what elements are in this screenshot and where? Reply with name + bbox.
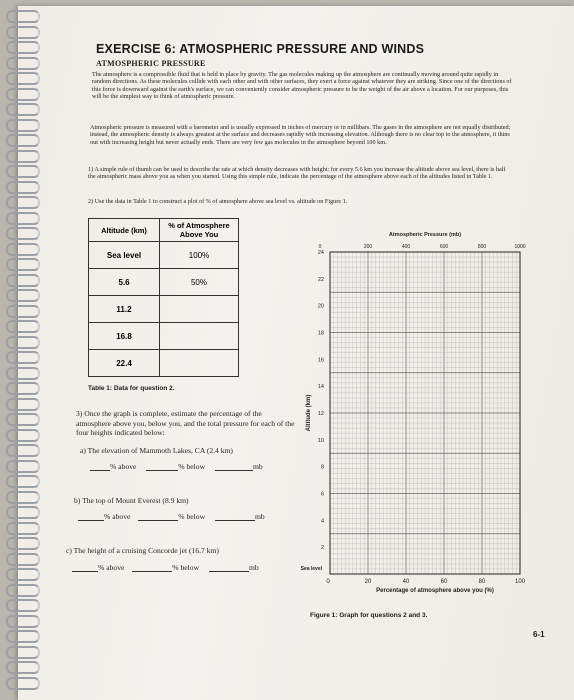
cell-percent[interactable] [160,350,239,377]
pressure-tick-label: 600 [439,244,449,250]
page-number: 6-1 [533,630,545,639]
paragraph-intro: The atmosphere is a compressible fluid that is held in place by gravity. The gas molecules making up the atmosphere are continually moving around quite rapidly in random directions. As these molecules collide with each other and with other surfaces, they exert a force against whatever they are striking. Since one of the directions of this force is downward against the earth's surface, we can conveniently consider atmospheric pressure to be the weight of the air above a location. For our purposes, this will be the simplest way to think of atmospheric pressure. [92,71,512,101]
part-b-below-blank[interactable] [138,520,178,521]
binding-coil [6,615,40,628]
header-percent: % of Atmosphere Above You [160,219,239,242]
y-tick-label: 6 [320,491,324,498]
binding-coil [6,320,40,333]
pressure-tick-label: 0 [318,244,322,250]
y-tick-label: 8 [320,464,324,471]
part-a-label: a) The elevation of Mammoth Lakes, CA (2.4 km) [80,446,233,455]
graph-grid [330,252,520,574]
binding-coil [6,568,40,581]
binding-coil [6,88,40,101]
cell-percent[interactable]: 50% [160,269,239,296]
header-altitude: Altitude (km) [89,219,160,242]
cell-altitude: 5.6 [89,269,160,296]
part-b-unit: mb [254,512,265,521]
part-b-label: b) The top of Mount Everest (8.9 km) [74,496,189,505]
binding-coil [6,150,40,163]
binding-coil [6,289,40,302]
part-a-below-blank[interactable] [146,470,178,471]
part-c-unit: mb [248,563,259,572]
y-tick-label: 20 [317,303,324,310]
binding-coil [6,26,40,39]
binding-coil [6,677,40,690]
figure-1-graph [290,222,554,614]
part-c-above-blank[interactable] [72,571,98,572]
binding-coil [6,444,40,457]
binding-coil [6,57,40,70]
part-b-below-label: % below [178,512,206,521]
binding-coil [6,351,40,364]
cell-percent[interactable] [160,323,239,350]
x-tick-label: 100 [514,579,526,585]
y-tick-label: 2 [320,545,324,552]
table-row [89,323,239,350]
binding-coil [6,553,40,566]
binding-coil [6,243,40,256]
y-tick-label: 24 [317,250,324,256]
part-b-above-blank[interactable] [78,520,104,521]
binding-coil [6,584,40,597]
part-a-answers [90,462,263,471]
x-tick-label: 80 [478,579,486,585]
cell-altitude: 11.2 [89,296,160,323]
part-c-above-label: % above [98,563,125,572]
binding-coil [6,165,40,178]
binding-coil [6,661,40,674]
binding-coil [6,72,40,85]
binding-coil [6,134,40,147]
cell-percent[interactable]: 100% [160,242,239,269]
x-tick-label: 0 [326,579,330,585]
y-tick-label: Sea level [300,566,322,572]
pressure-tick-label: 800 [477,244,487,250]
part-a-pressure-blank[interactable] [215,470,253,471]
cell-altitude: Sea level [89,242,160,269]
binding-coil [6,413,40,426]
binding-coil [6,460,40,473]
part-a-below-label: % below [178,462,206,471]
part-b-above-label: % above [104,512,131,521]
exercise-title: EXERCISE 6: ATMOSPHERIC PRESSURE AND WINDS [96,42,425,56]
paragraph-measurement: Atmospheric pressure is measured with a barometer and is usually expressed in inches of mercury or in millibars. The gases in the atmosphere are not equally distributed; instead, the atmospheric density is always greatest at the surface and decreases rapidly with increasing elevation. Although there is no clear top to the atmosphere, it thins out with increasing height but never actually ends. There are very few gas molecules in the atmosphere beyond 100 km. [90,124,511,146]
table-1 [88,218,239,377]
part-b-answers [78,512,265,521]
y-tick-label: 10 [317,437,324,444]
y-tick-label: 16 [317,357,324,364]
binding-coil [6,212,40,225]
part-a-above-label: % above [110,462,137,471]
binding-coil [6,227,40,240]
binding-coil [6,398,40,411]
binding-coil [6,522,40,535]
binding-coil [6,646,40,659]
cell-altitude: 22.4 [89,350,160,377]
table-row [89,296,239,323]
x-tick-label: 60 [440,579,448,585]
y-tick-label: 18 [317,330,324,337]
binding-coil [6,382,40,395]
y-tick-label: 14 [317,384,324,391]
binding-coil [6,429,40,442]
binding-coil [6,119,40,132]
question-3: 3) Once the graph is complete, estimate the percentage of the atmosphere above you, below you, and the total pressure for each of the four heights indicated below: [76,409,295,437]
x-tick-label: 40 [402,579,410,585]
binding-coil [6,506,40,519]
pressure-axis-title: Atmospheric Pressure (mb) [388,232,462,238]
binding-coil [6,196,40,209]
cell-altitude: 16.8 [89,323,160,350]
section-title: ATMOSPHERIC PRESSURE [96,59,206,68]
binding-coil [6,336,40,349]
binding-coil [6,630,40,643]
binding-coil [6,599,40,612]
binding-coil [6,491,40,504]
binding-coil [6,181,40,194]
part-c-below-label: % below [172,563,200,572]
table-caption: Table 1: Data for question 2. [88,385,175,392]
pressure-tick-label: 1000 [514,244,526,250]
question-2: 2) Use the data in Table 1 to construct a plot of % of atmosphere above sea level vs. altitude on Figure 1. [88,198,348,205]
binding-coil [6,537,40,550]
pressure-tick-label: 200 [363,244,373,250]
x-axis-title: Percentage of atmosphere above you (%) [376,588,494,594]
y-tick-label: 12 [317,411,324,417]
question-1: 1) A simple rule of thumb can be used to describe the rate at which density decreases with height: for every 5.6 km you increase the altitude above sea level, there is half the atmospheric mass above you as when you started. Using this simple rule, indicate the percentage of the atmosphere above each of the altitudes listed in Table 1. [88,166,506,181]
part-c-below-blank[interactable] [132,571,172,572]
x-tick-label: 20 [364,579,372,585]
binding-coil [6,305,40,318]
binding-coil [6,258,40,271]
y-tick-label: 22 [317,276,324,283]
binding-coil [6,274,40,287]
part-a-unit: mb [252,462,263,471]
part-c-answers [72,563,259,572]
binding-coil [6,10,40,23]
table-row [89,242,239,269]
part-c-pressure-blank[interactable] [209,571,249,572]
table-header-row [89,219,239,242]
y-tick-label: 4 [320,518,324,525]
binding-coil [6,367,40,380]
part-c-label: c) The height of a cruising Concorde jet (16.7 km) [66,546,219,555]
pressure-tick-label: 400 [401,244,411,250]
cell-percent[interactable] [160,296,239,323]
figure-caption: Figure 1: Graph for questions 2 and 3. [310,612,428,619]
binding-coil [6,475,40,488]
binding-coil [6,41,40,54]
part-b-pressure-blank[interactable] [215,520,255,521]
binding-coil [6,103,40,116]
table-row [89,269,239,296]
part-a-above-blank[interactable] [90,470,110,471]
y-axis-title: Altitude (km) [306,394,312,432]
table-row [89,350,239,377]
